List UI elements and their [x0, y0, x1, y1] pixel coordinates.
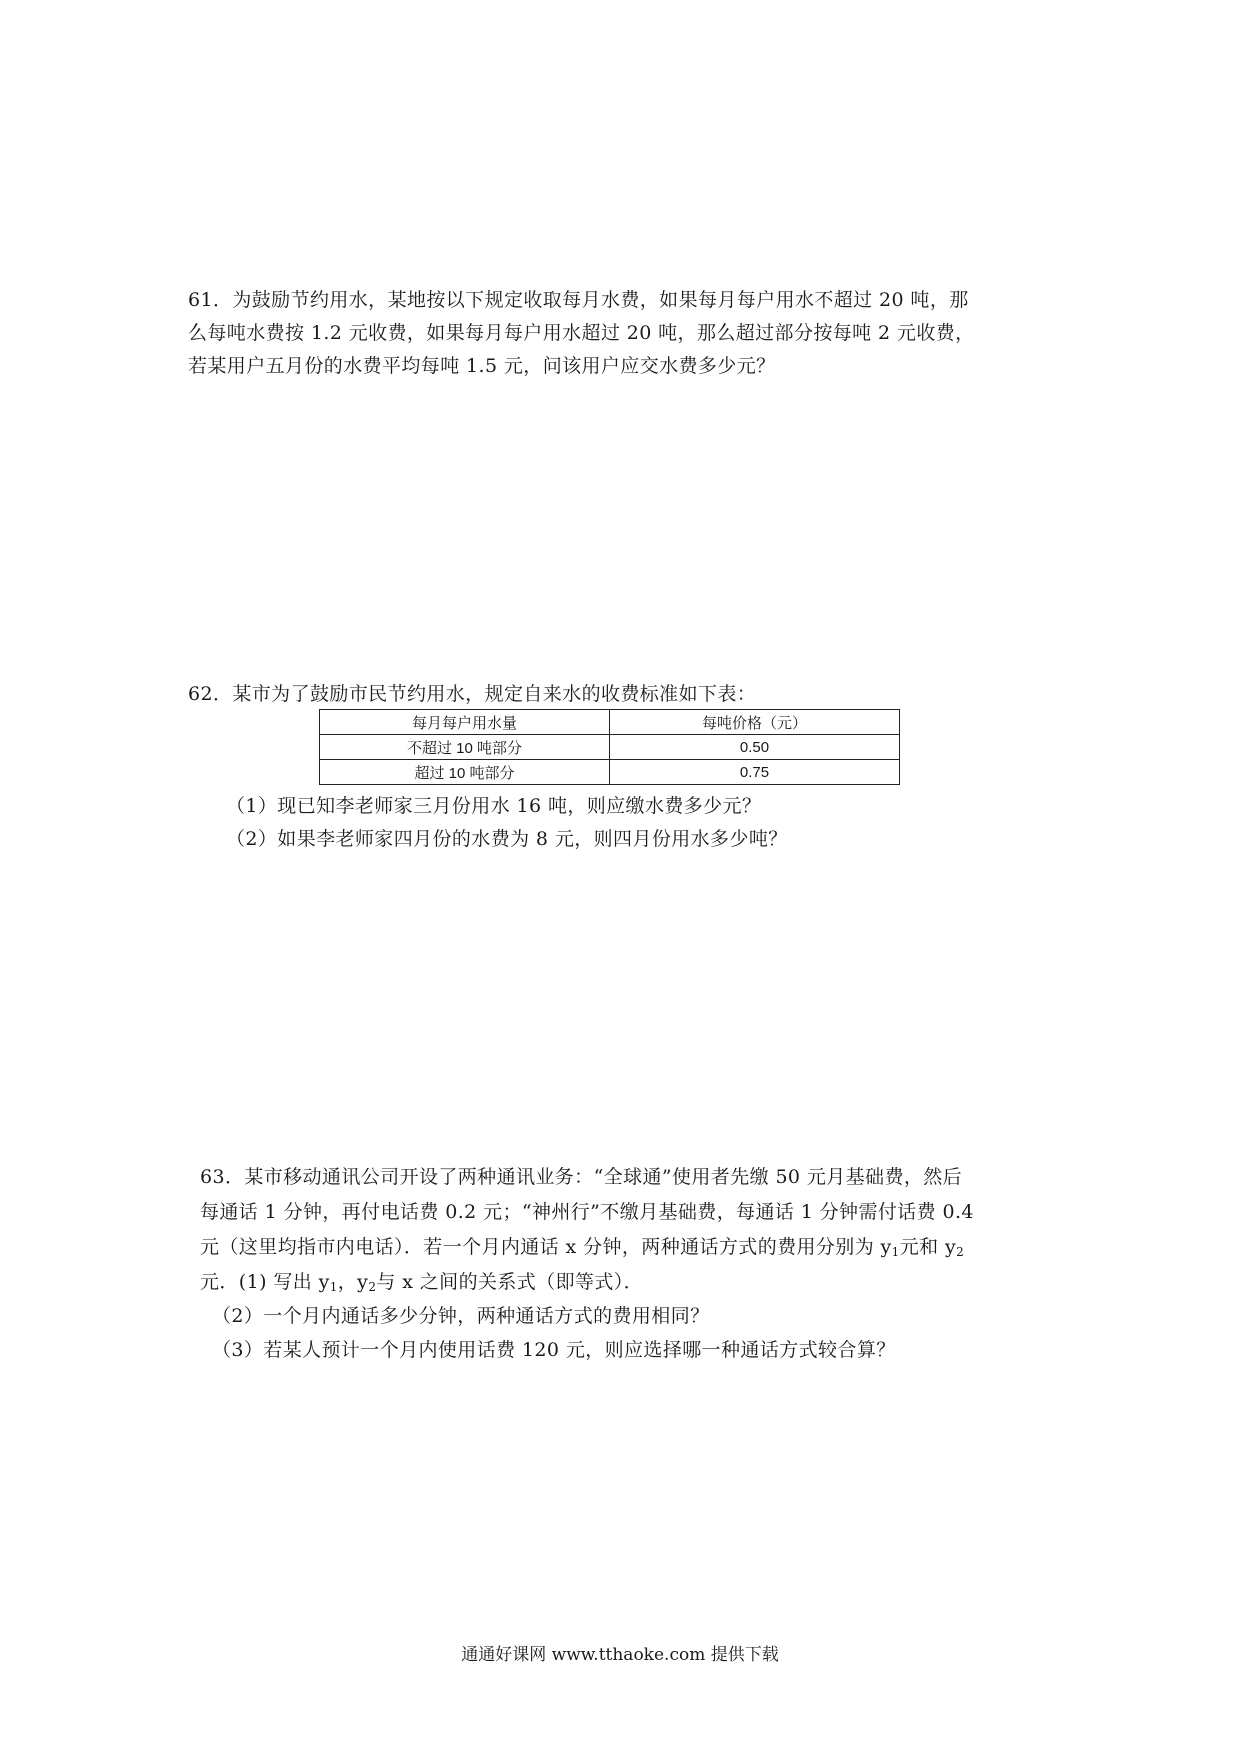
table-cell: 0.50 [610, 735, 900, 760]
table-row [320, 760, 900, 785]
q63-line-4-text-c: 与 x 之间的关系式（即等式）． [376, 1271, 644, 1293]
q63-line-4-text: 元．(1) 写出 y [200, 1271, 330, 1293]
q62-part-1: （1）现已知李老师家三月份用水 16 吨，则应缴水费多少元？ [226, 795, 762, 817]
table-cell: 超过 10 吨部分 [320, 760, 610, 785]
q63-line-4-text-b: ，y [337, 1271, 369, 1293]
q63-line-3 [200, 1233, 964, 1266]
table-cell: 0.75 [610, 760, 900, 785]
subscript-1: 1 [329, 1280, 338, 1294]
table-row [320, 735, 900, 760]
footer-source: 通通好课网 www.tthaoke.com 提供下载 [461, 1645, 779, 1665]
table-header-price: 每吨价格（元） [610, 710, 900, 735]
q61-line-1: 61．为鼓励节约用水，某地按以下规定收取每月水费，如果每月每户用水不超过 20 吨，那 [188, 289, 969, 311]
q63-line-3-text: 元（这里均指市内电话）．若一个月内通话 x 分钟，两种通话方式的费用分别为 y [200, 1236, 892, 1258]
subscript-2: 2 [956, 1245, 965, 1259]
q61-line-3: 若某用户五月份的水费平均每吨 1.5 元，问该用户应交水费多少元？ [188, 355, 776, 377]
q63-part-2: （2）一个月内通话多少分钟，两种通话方式的费用相同？ [212, 1305, 710, 1327]
table-header-usage: 每月每户用水量 [320, 710, 610, 735]
q63-line-4 [200, 1268, 643, 1301]
q63-line-3-text-b: 元和 y [899, 1236, 957, 1258]
q62-intro: 62．某市为了鼓励市民节约用水，规定自来水的收费标准如下表： [188, 683, 757, 705]
subscript-1: 1 [891, 1245, 900, 1259]
q61-line-2: 么每吨水费按 1.2 元收费，如果每月每户用水超过 20 吨，那么超过部分按每吨 2 元收费， [188, 322, 975, 344]
q63-part-3: （3）若某人预计一个月内使用话费 120 元，则应选择哪一种通话方式较合算？ [212, 1339, 896, 1361]
q62-part-2: （2）如果李老师家四月份的水费为 8 元，则四月份用水多少吨？ [226, 828, 788, 850]
table-cell: 不超过 10 吨部分 [320, 735, 610, 760]
q63-line-1: 63．某市移动通讯公司开设了两种通讯业务：“全球通”使用者先缴 50 元月基础费，然后 [200, 1166, 963, 1188]
water-fee-table [319, 709, 900, 785]
subscript-2: 2 [368, 1280, 377, 1294]
q63-line-2: 每通话 1 分钟，再付电话费 0.2 元；“神州行”不缴月基础费，每通话 1 分钟需付话费 0.4 [200, 1201, 974, 1223]
table-header-row [320, 710, 900, 735]
